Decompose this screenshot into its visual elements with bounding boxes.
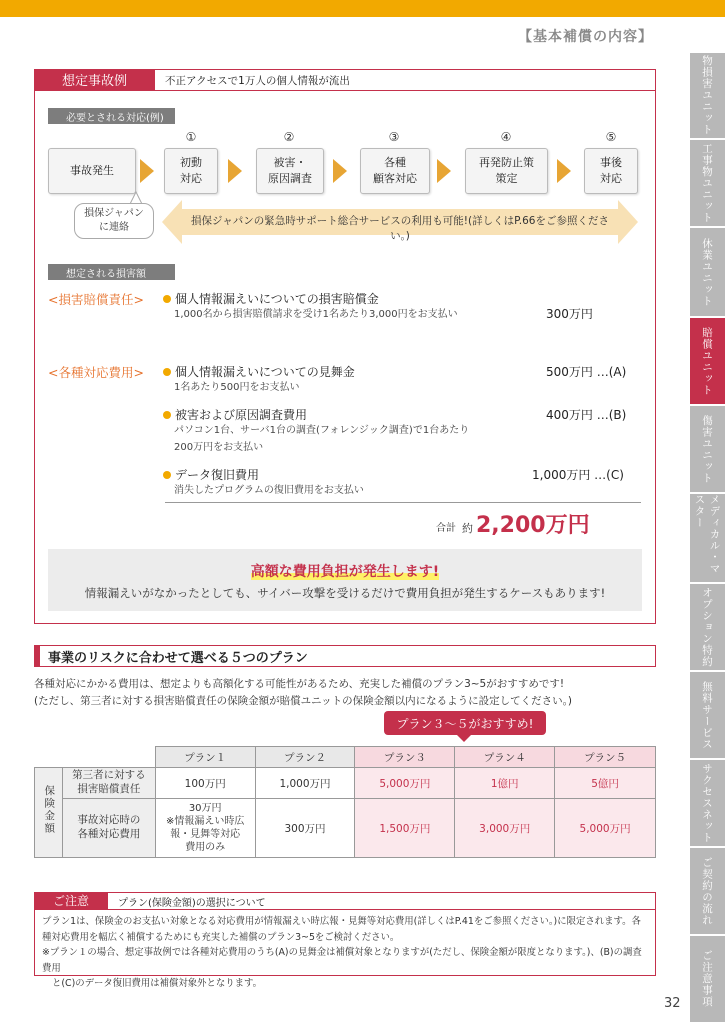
column-header: プラン３: [355, 747, 455, 768]
support-text: 損保ジャパンの緊急時サポート総合サービスの利用も可能!(詳しくはP.66をご参照ください。): [191, 215, 609, 242]
warning-title: [48, 561, 642, 581]
table-row: [35, 768, 656, 799]
caution-line4: と(C)のデータ復旧費用は補償対象外となります。: [52, 978, 262, 990]
step-2: [256, 148, 324, 194]
side-tab-4[interactable]: 傷害ユニット: [690, 406, 725, 494]
caution-divider: [34, 909, 656, 910]
step-arrow-icon: [557, 159, 571, 183]
table-cell: 1,000万円: [255, 768, 355, 799]
table-header-row: [35, 747, 656, 768]
step-5: [584, 148, 638, 194]
section-liability: <損害賠償責任>: [48, 292, 144, 307]
warning-text: 情報漏えいがなかったとしても、サイバー攻撃を受けるだけで費用負担が発生するケースもあります!: [84, 586, 606, 600]
item-title-text: 個人情報漏えいについての損害賠償金: [175, 292, 379, 306]
step-1-line1: 初動: [180, 155, 202, 169]
step-arrow-icon: [140, 159, 154, 183]
table-cell: 3,000万円: [455, 799, 555, 858]
item-desc-line2: 200万円をお支払い: [174, 442, 264, 453]
item-desc: 1名あたり500円をお支払い: [174, 382, 300, 393]
step-arrow-icon: [333, 159, 347, 183]
step-number-4: ④: [500, 130, 512, 144]
side-tab-3-active[interactable]: 賠償ユニット: [690, 318, 725, 406]
step-1-line2: 対応: [180, 172, 202, 185]
step-5-line1: 事後: [600, 155, 622, 169]
bullet-icon: [163, 368, 171, 376]
recommend-pointer-icon: [457, 735, 471, 742]
plan-table: [34, 746, 656, 858]
column-header: プラン４: [455, 747, 555, 768]
contact-bubble: [74, 203, 154, 239]
damage-label: 想定される損害額: [48, 264, 175, 280]
side-tab-7[interactable]: 無料サービス: [690, 672, 725, 760]
response-label: 必要とされる対応(例): [48, 108, 175, 124]
step-incident: 事故発生: [48, 148, 136, 194]
column-header: プラン１: [155, 747, 255, 768]
row-label-line1: 事故対応時の: [77, 814, 141, 827]
step-3-line2: 顧客対応: [373, 172, 417, 185]
caution-line3: ※プラン１の場合、想定事故例では各種対応費用のうち(A)の見舞金は補償対象となりますが(ただし、保険金額が限度となります。)、(B)の調査費用: [42, 947, 642, 974]
item-amount: 500万円 …(A): [546, 365, 627, 379]
table-cell: 300万円: [255, 799, 355, 858]
caution-text: [42, 914, 648, 992]
bullet-icon: [163, 295, 171, 303]
page-header-title: 【基本補償の内容】: [518, 29, 653, 45]
case-example-label: 想定事故例: [34, 69, 155, 90]
item-amount: 300万円: [546, 307, 593, 321]
table-cell: 100万円: [155, 768, 255, 799]
row-label: [62, 768, 155, 799]
step-number-3: ③: [388, 130, 400, 144]
side-tab-6[interactable]: オプション特約: [690, 584, 725, 672]
side-tab-8[interactable]: サクセスネット: [690, 760, 725, 848]
step-1: [164, 148, 218, 194]
table-cell: 1億円: [455, 768, 555, 799]
side-tab-1[interactable]: 工事物ユニット: [690, 140, 725, 228]
step-3-line1: 各種: [384, 155, 406, 169]
bullet-icon: [163, 411, 171, 419]
bubble-line2: に連絡: [99, 222, 129, 233]
total-divider: [165, 502, 641, 503]
section-response-costs: <各種対応費用>: [48, 365, 144, 380]
insured-amount-label-text: 保険金額: [43, 785, 56, 836]
plan-text-1: 各種対応にかかる費用は、想定よりも高額化する可能性があるため、充実した補償のプラン3~5がおすすめです!: [34, 678, 565, 690]
column-header: プラン５: [555, 747, 656, 768]
step-arrow-icon: [228, 159, 242, 183]
row-label-line1: 第三者に対する: [72, 769, 146, 782]
item-amount: 400万円 …(B): [546, 408, 627, 422]
caution-line2: 種対応費用を幅広く補償するためにも充実した補償のプラン3~5をご検討ください。: [42, 931, 400, 943]
item-desc: 1,000名から損害賠償請求を受け1名あたり3,000円をお支払い: [174, 309, 458, 320]
case-header-divider: [34, 90, 656, 91]
caution-line1: プラン1は、保険金のお支払い対象となる対応費用が情報漏えい時広報・見舞等対応費用(詳しくはP.41をご参照ください。)に限定されます。各: [42, 916, 641, 927]
table-cell: 5億円: [555, 768, 656, 799]
table-cell: 1,500万円: [355, 799, 455, 858]
row-label: [62, 799, 155, 858]
total-prefix: 約: [462, 522, 473, 535]
step-arrow-icon: [437, 159, 451, 183]
table-cell: 5,000万円: [555, 799, 656, 858]
column-header: プラン２: [255, 747, 355, 768]
total-value: [462, 508, 590, 539]
side-tab-2[interactable]: 休業ユニット: [690, 228, 725, 318]
item-title: [163, 290, 379, 307]
caution-subtitle: プラン(保険金額)の選択について: [118, 898, 266, 909]
insured-amount-label: [35, 768, 63, 858]
side-tab-5[interactable]: メディカル・マスター: [690, 494, 725, 584]
step-3: [360, 148, 430, 194]
case-example-subtitle: 不正アクセスで1万人の個人情報が流出: [165, 75, 350, 87]
plan-heading: 事業のリスクに合わせて選べる５つのプラン: [34, 645, 656, 667]
table-row: [35, 799, 656, 858]
row-label-line2: 損害賠償責任: [77, 783, 141, 795]
step-2-line1: 被害・: [273, 155, 307, 169]
item-title-text: データ復旧費用: [175, 468, 260, 482]
bullet-icon: [163, 471, 171, 479]
step-number-2: ②: [283, 130, 295, 144]
total-amount: 2,200万円: [476, 513, 590, 538]
step-number-1: ①: [185, 130, 197, 144]
step-number-5: ⑤: [605, 130, 617, 144]
item-title-text: 個人情報漏えいについての見舞金: [175, 365, 355, 379]
recommend-badge: プラン３～５がおすすめ!: [384, 711, 546, 735]
step-2-line2: 原因調査: [268, 172, 312, 185]
plan-description: [34, 676, 656, 710]
step-4: [465, 148, 548, 194]
item-title: [163, 406, 307, 423]
total-label: 合計: [436, 523, 456, 534]
caution-label: ご注意: [34, 892, 108, 909]
page-number: 32: [664, 996, 681, 1011]
step-5-line2: 対応: [600, 172, 622, 185]
side-tab-9[interactable]: ご契約の流れ: [690, 848, 725, 936]
item-amount: 1,000万円 …(C): [532, 468, 624, 482]
item-title: [163, 363, 355, 380]
bubble-line1: 損保ジャパン: [84, 208, 144, 219]
side-tab-0[interactable]: 物損害ユニット: [690, 53, 725, 140]
row-label-line2: 各種対応費用: [77, 828, 141, 840]
item-desc: 消失したプログラムの復旧費用をお支払い: [174, 485, 364, 496]
table-corner: [35, 747, 156, 768]
step-4-line1: 再発防止策: [479, 155, 534, 169]
step-4-line2: 策定: [495, 172, 518, 185]
side-tab-10[interactable]: ご注意事項: [690, 936, 725, 1024]
item-title: [163, 466, 259, 483]
item-desc: パソコン1台、サーバ1台の調査(フォレンジック調査)で1台あたり: [174, 425, 470, 436]
table-cell: 30万円 ※情報漏えい時広 報・見舞等対応 費用のみ: [155, 799, 255, 858]
plan-text-2: (ただし、第三者に対する損害賠償責任の保険金額が賠償ユニットの保険金額以内になるように設定してください。): [34, 694, 573, 707]
top-color-bar: [0, 0, 725, 17]
table-cell: 5,000万円: [355, 768, 455, 799]
warning-title-text: 高額な費用負担が発生します!: [250, 564, 440, 580]
item-title-text: 被害および原因調査費用: [175, 408, 308, 422]
